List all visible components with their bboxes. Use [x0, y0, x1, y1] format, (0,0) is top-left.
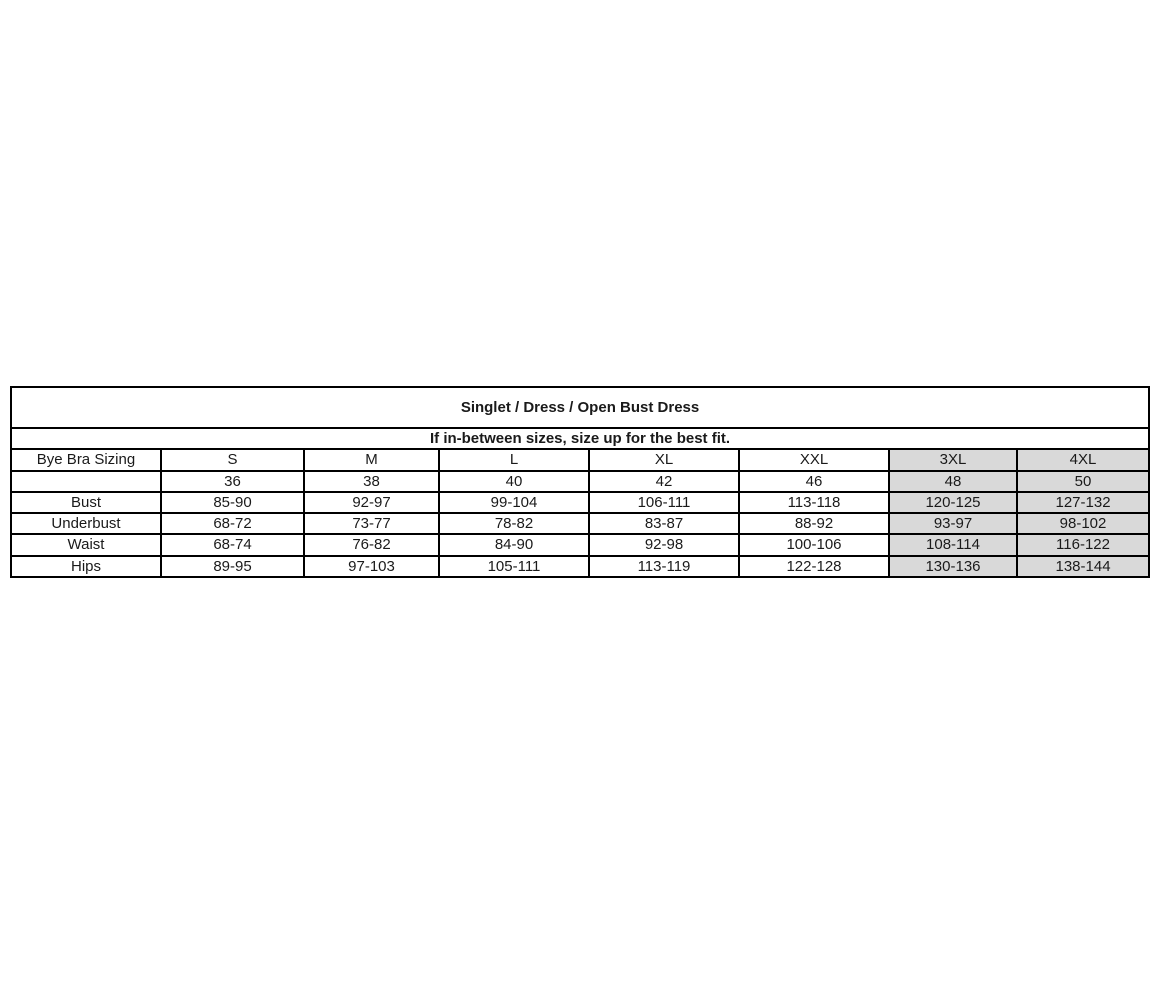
measurement-row-waist — [11, 534, 1149, 555]
measurement-value: 113-119 — [589, 556, 739, 577]
size-header-4xl: 4XL — [1017, 449, 1149, 470]
eu-size-xl: 42 — [589, 471, 739, 492]
measurement-value: 84-90 — [439, 534, 589, 555]
size-header-xxl: XXL — [739, 449, 889, 470]
size-header-3xl: 3XL — [889, 449, 1017, 470]
measurement-label: Bust — [11, 492, 161, 513]
measurement-value: 93-97 — [889, 513, 1017, 534]
size-header-l: L — [439, 449, 589, 470]
size-header-m: M — [304, 449, 439, 470]
size-header-row — [11, 449, 1149, 470]
measurement-label: Hips — [11, 556, 161, 577]
measurement-row-bust — [11, 492, 1149, 513]
measurement-value: 92-98 — [589, 534, 739, 555]
measurement-value: 120-125 — [889, 492, 1017, 513]
measurement-value: 100-106 — [739, 534, 889, 555]
measurement-value: 89-95 — [161, 556, 304, 577]
size-chart-table — [10, 386, 1150, 578]
eu-size-corner-blank — [11, 471, 161, 492]
measurement-value: 98-102 — [1017, 513, 1149, 534]
measurement-value: 92-97 — [304, 492, 439, 513]
corner-label: Bye Bra Sizing — [11, 449, 161, 470]
measurement-value: 97-103 — [304, 556, 439, 577]
measurement-value: 88-92 — [739, 513, 889, 534]
eu-size-l: 40 — [439, 471, 589, 492]
measurement-value: 68-74 — [161, 534, 304, 555]
measurement-value: 99-104 — [439, 492, 589, 513]
measurement-value: 68-72 — [161, 513, 304, 534]
size-chart-note: If in-between sizes, size up for the best fit. — [11, 428, 1149, 449]
measurement-value: 73-77 — [304, 513, 439, 534]
measurement-row-underbust — [11, 513, 1149, 534]
eu-size-row — [11, 471, 1149, 492]
note-row — [11, 428, 1149, 449]
eu-size-s: 36 — [161, 471, 304, 492]
measurement-value: 76-82 — [304, 534, 439, 555]
measurement-value: 113-118 — [739, 492, 889, 513]
size-chart-title: Singlet / Dress / Open Bust Dress — [11, 387, 1149, 428]
measurement-label: Underbust — [11, 513, 161, 534]
measurement-value: 106-111 — [589, 492, 739, 513]
measurement-row-hips — [11, 556, 1149, 577]
eu-size-4xl: 50 — [1017, 471, 1149, 492]
measurement-value: 127-132 — [1017, 492, 1149, 513]
measurement-value: 85-90 — [161, 492, 304, 513]
title-row — [11, 387, 1149, 428]
measurement-value: 122-128 — [739, 556, 889, 577]
measurement-value: 116-122 — [1017, 534, 1149, 555]
measurement-value: 105-111 — [439, 556, 589, 577]
measurement-value: 108-114 — [889, 534, 1017, 555]
size-chart-container — [10, 386, 1148, 578]
eu-size-xxl: 46 — [739, 471, 889, 492]
eu-size-m: 38 — [304, 471, 439, 492]
measurement-value: 78-82 — [439, 513, 589, 534]
measurement-value: 83-87 — [589, 513, 739, 534]
measurement-label: Waist — [11, 534, 161, 555]
size-header-s: S — [161, 449, 304, 470]
measurement-value: 138-144 — [1017, 556, 1149, 577]
size-header-xl: XL — [589, 449, 739, 470]
eu-size-3xl: 48 — [889, 471, 1017, 492]
measurement-value: 130-136 — [889, 556, 1017, 577]
